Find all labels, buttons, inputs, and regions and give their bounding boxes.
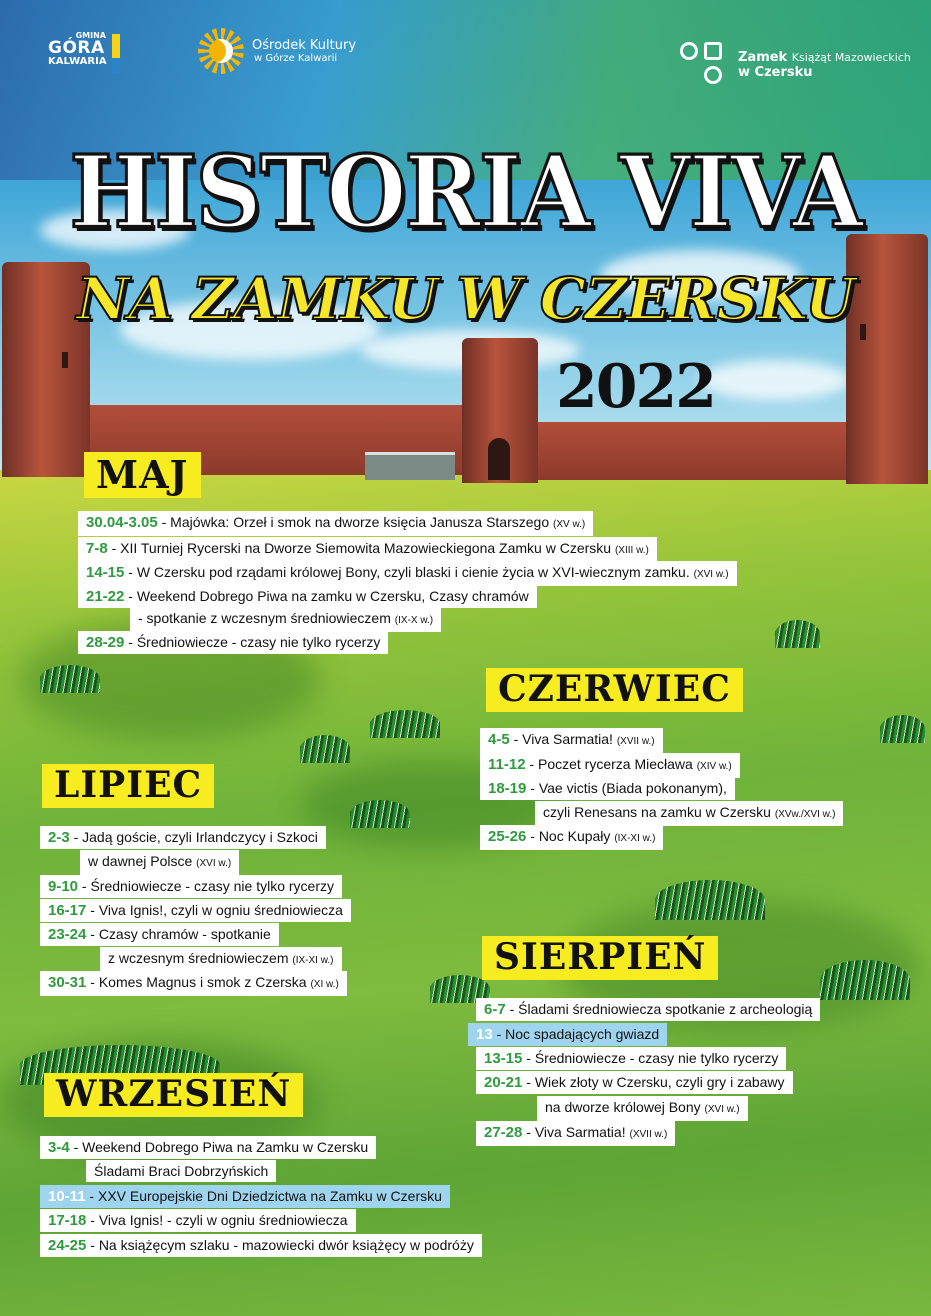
logo-text: KALWARIA [48, 56, 107, 67]
logo-text: w Górze Kalwarii [254, 53, 338, 64]
grass-tuft [370, 710, 440, 738]
event-row: 30.04-3.05 - Majówka: Orzeł i smok na dworze księcia Janusza Starszego (XV w.) [78, 511, 593, 536]
event-row: 16-17 - Viva Ignis!, czyli w ogniu średniowiecza [40, 899, 351, 922]
event-row: 24-25 - Na książęcym szlaku - mazowiecki dwór książęcy w podróży [40, 1234, 482, 1257]
circles-squares-icon [680, 42, 726, 88]
sun-icon [198, 28, 244, 74]
event-row: 14-15 - W Czersku pod rządami królowej Bony, czyli blaski i cienie życia w XVI-wiecznym zamku. (XVI w.) [78, 561, 737, 586]
logo-bars-icon [112, 34, 120, 74]
event-row: 18-19 - Vae victis (Biada pokonanym), [480, 777, 735, 800]
event-row: 4-5 - Viva Sarmatia! (XVII w.) [480, 728, 663, 753]
grass-tuft [350, 800, 410, 828]
osrodek-kultury-logo [198, 28, 356, 74]
poster-subtitle: NA ZAMKU W CZERSKU [76, 265, 855, 333]
event-row: 25-26 - Noc Kupały (IX-XI w.) [480, 825, 663, 850]
poster-year: 2022 [556, 352, 715, 422]
month-header-sierpien: SIERPIEŃ [482, 936, 718, 980]
event-row: 2-3 - Jadą goście, czyli Irlandczycy i Szkoci [40, 826, 326, 849]
event-row: 20-21 - Wiek złoty w Czersku, czyli gry i zabawy [476, 1071, 793, 1094]
castle-wall [500, 422, 855, 480]
event-row: 7-8 - XII Turniej Rycerski na Dworze Siemowita Mazowieckiegona Zamku w Czersku (XIII w.) [78, 537, 657, 562]
month-header-wrzesien: WRZESIEŃ [44, 1073, 303, 1117]
grass-tuft [655, 880, 765, 920]
event-row: 6-7 - Śladami średniowiecza spotkanie z archeologią [476, 998, 820, 1021]
logo-text: Zamek Książąt Mazowieckich [738, 50, 911, 65]
event-row: 11-12 - Poczet rycerza Miecława (XIV w.) [480, 753, 740, 778]
cloud [700, 360, 850, 400]
event-row: 17-18 - Viva Ignis! - czyli w ogniu średniowiecza [40, 1209, 356, 1232]
grass-tuft [820, 960, 910, 1000]
event-row-continuation: na dworze królowej Bony (XVI w.) [537, 1096, 748, 1121]
zamek-czersk-logo [680, 42, 911, 88]
grass-tuft [40, 665, 100, 693]
logo-text: w Czersku [738, 65, 813, 80]
event-row: 13-15 - Średniowiecze - czasy nie tylko rycerzy [476, 1047, 786, 1070]
event-row: 27-28 - Viva Sarmatia! (XVII w.) [476, 1121, 675, 1146]
event-row-continuation: - spotkanie z wczesnym średniowieczem (IX-X w.) [130, 607, 441, 632]
event-row-continuation: w dawnej Polsce (XVI w.) [80, 850, 239, 875]
month-header-maj: MAJ [84, 452, 201, 498]
event-row-continuation: z wczesnym średniowieczem (IX-XI w.) [100, 947, 342, 972]
shelter-roof [365, 452, 455, 480]
grass-tuft [880, 715, 925, 743]
event-row: 30-31 - Komes Magnus i smok z Czerska (XI w.) [40, 971, 347, 996]
event-row: 21-22 - Weekend Dobrego Piwa na zamku w Czersku, Czasy chramów [78, 585, 537, 608]
event-row-highlighted: 10-11 - XXV Europejskie Dni Dziedzictwa na Zamku w Czersku [40, 1185, 450, 1208]
event-row: 28-29 - Średniowiecze - czasy nie tylko rycerzy [78, 631, 388, 654]
event-row-continuation: Śladami Braci Dobrzyńskich [86, 1160, 276, 1182]
event-row-continuation: czyli Renesans na zamku w Czersku (XVw./XVI w.) [535, 801, 843, 826]
grass-tuft [775, 620, 820, 648]
grass-tuft [300, 735, 350, 763]
poster-title: HISTORIA VIVA [69, 133, 862, 251]
event-row: 23-24 - Czasy chramów - spotkanie [40, 923, 279, 946]
castle-gate-tower [462, 338, 538, 483]
logo-text: GÓRA [48, 38, 105, 58]
logo-text: GMINA [75, 31, 106, 40]
gmina-gora-kalwaria-logo [48, 32, 107, 67]
month-header-czerwiec: CZERWIEC [486, 668, 743, 712]
event-row-highlighted: 13 - Noc spadających gwiazd [468, 1023, 667, 1046]
month-header-lipiec: LIPIEC [42, 764, 214, 808]
event-row: 3-4 - Weekend Dobrego Piwa na Zamku w Czersku [40, 1136, 376, 1159]
logo-text: Ośrodek Kultury [252, 38, 357, 53]
event-row: 9-10 - Średniowiecze - czasy nie tylko rycerzy [40, 875, 342, 898]
